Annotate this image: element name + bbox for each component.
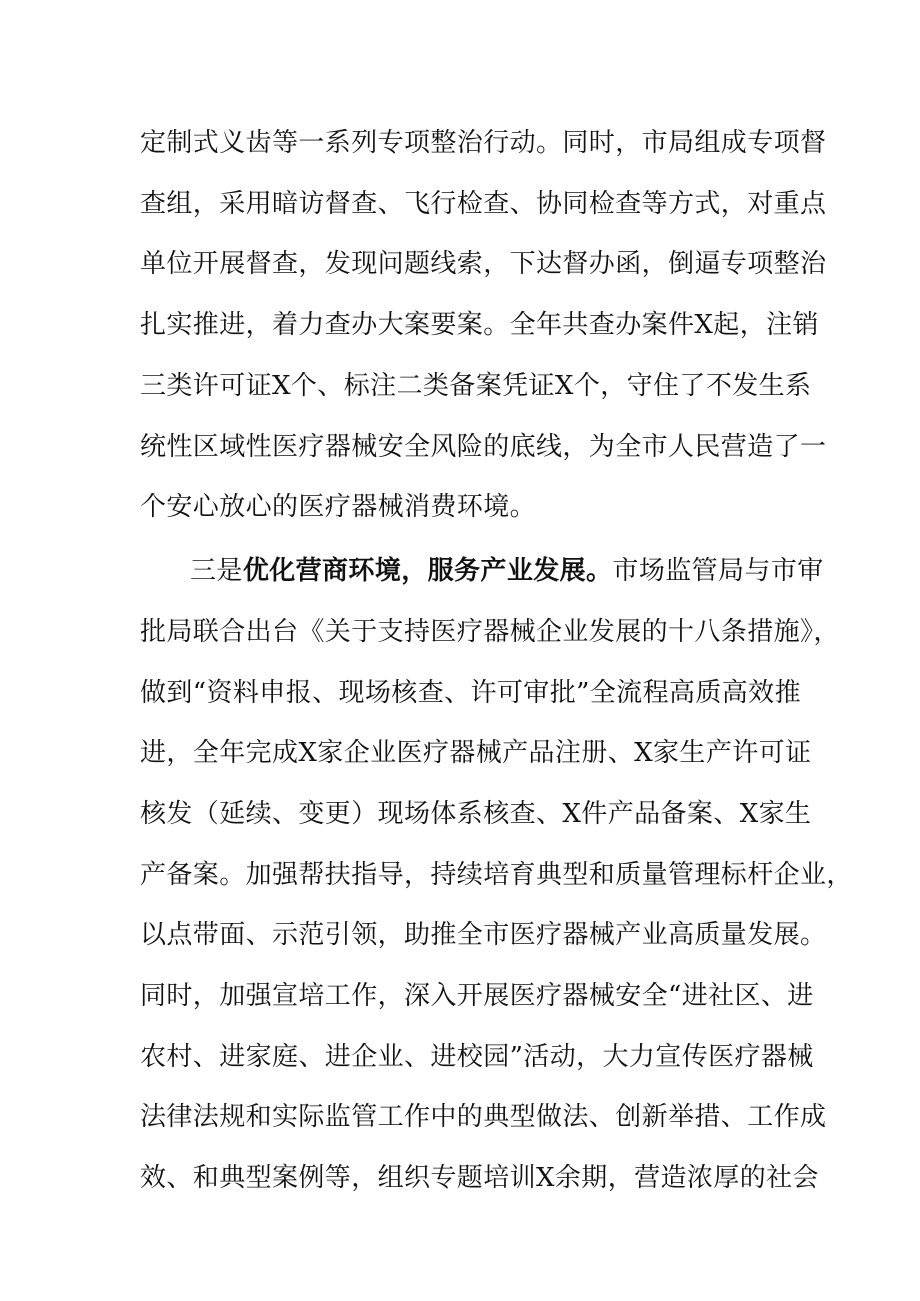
paragraph-1-line-2: 查组，采用暗访督查、飞行检查、协同检查等方式，对重点	[140, 189, 827, 219]
paragraph-2-line-3: 做到“资料申报、现场核查、许可审批”全流程高质高效推	[140, 678, 801, 708]
paragraph-2-line-2: 批局联合出台《关于支持医疗器械企业发展的十八条措施》，	[140, 617, 840, 647]
paragraph-2-line-8: 同时，加强宣培工作，深入开展医疗器械安全“进社区、进	[140, 981, 814, 1011]
paragraph-1-line-7: 个安心放心的医疗器械消费环境。	[140, 492, 537, 522]
paragraph-2-line-4: 进，全年完成X家企业医疗器械产品注册、X家生产许可证	[140, 738, 812, 768]
paragraph-1-line-5: 三类许可证X个、标注二类备案凭证X个，守住了不发生系	[140, 371, 812, 401]
paragraph-1-line-6: 统性区域性医疗器械安全风险的底线，为全市人民营造了一	[140, 432, 827, 462]
paragraph-1-line-4: 扎实推进，着力查办大案要案。全年共查办案件X起，注销	[140, 310, 819, 340]
paragraph-2-lead: 三是	[190, 556, 243, 586]
paragraph-2-line-7: 以点带面、示范引领，助推全市医疗器械产业高质量发展。	[140, 920, 827, 950]
paragraph-2-first-line-rest: 市场监管局与市审	[612, 556, 824, 586]
paragraph-1-line-3: 单位开展督查，发现问题线索，下达督办函，倒逼专项整治	[140, 249, 827, 279]
paragraph-2-line-5: 核发（延续、变更）现场体系核查、X件产品备案、X家生	[140, 799, 812, 829]
paragraph-1-line-1: 定制式义齿等一系列专项整治行动。同时，市局组成专项督	[140, 128, 827, 158]
paragraph-2-line-6: 产备案。加强帮扶指导，持续培育典型和质量管理标杆企业，	[140, 860, 853, 890]
paragraph-2-line-10: 法律法规和实际监管工作中的典型做法、创新举措、工作成	[140, 1102, 827, 1132]
paragraph-2-line-11: 效、和典型案例等，组织专题培训X余期，营造浓厚的社会	[140, 1163, 819, 1193]
paragraph-2-first-line	[190, 558, 824, 584]
paragraph-2-line-9: 农村、进家庭、进企业、进校园”活动，大力宣传医疗器械	[140, 1042, 814, 1072]
paragraph-2-heading: 优化营商环境，服务产业发展。	[242, 556, 613, 586]
